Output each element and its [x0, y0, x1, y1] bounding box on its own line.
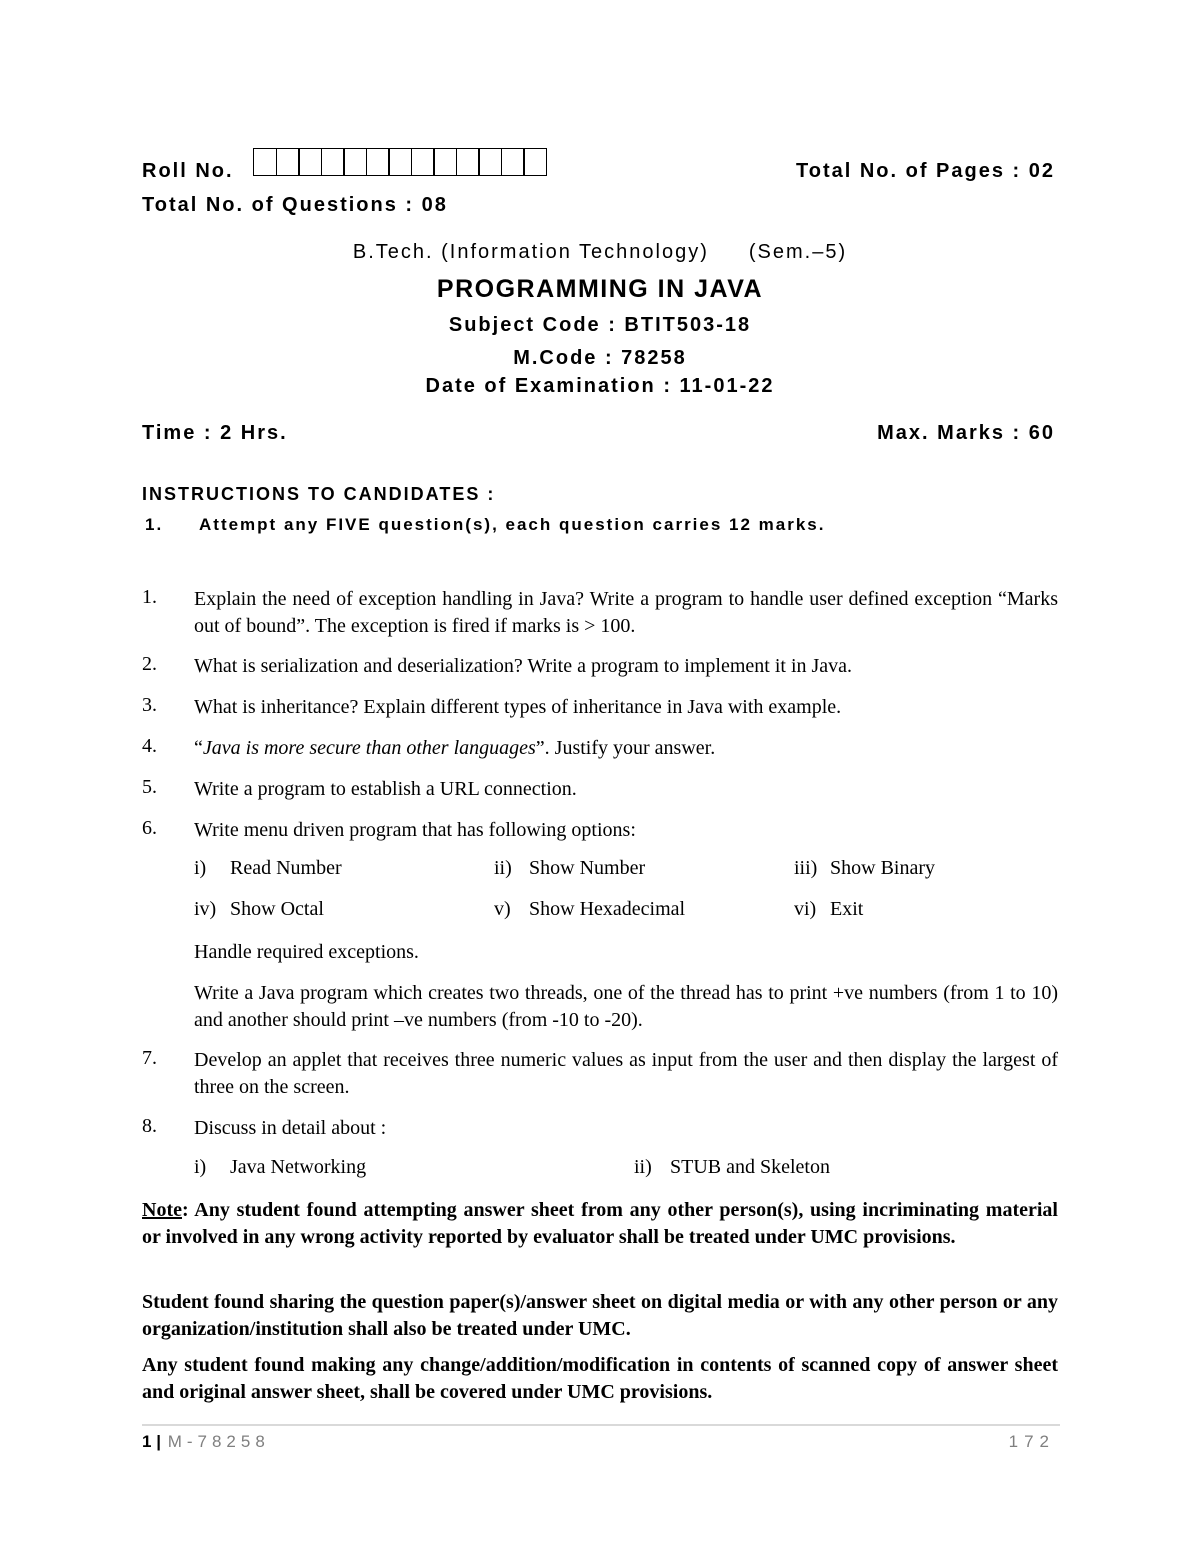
option-number: i)	[194, 1156, 207, 1178]
question-2-number: 2.	[142, 653, 157, 675]
option-label: STUB and Skeleton	[670, 1156, 830, 1178]
semester: (Sem.–5)	[748, 241, 848, 263]
question-7-text: Develop an applet that receives three numeric values as input from the user and then display the largest of three on the screen.	[194, 1049, 1058, 1098]
footer-right-code: 172	[1008, 1432, 1055, 1451]
roll-no-box	[343, 148, 367, 176]
question-6-note: Handle required exceptions.	[194, 941, 419, 963]
note-3: Any student found making any change/addition/modification in contents of scanned copy of answer sheet and original answer sheet, shall be covered under UMC provisions.	[142, 1354, 1058, 1403]
exam-time: Time : 2 Hrs.	[142, 422, 288, 444]
quoted-statement: Java is more secure than other languages	[202, 737, 536, 759]
roll-no-box	[253, 148, 277, 176]
question-1-number: 1.	[142, 586, 157, 608]
footer-divider	[142, 1424, 1060, 1426]
question-7-number: 7.	[142, 1047, 157, 1069]
roll-no-box	[478, 148, 502, 176]
question-4-rest: ”. Justify your answer.	[535, 737, 716, 759]
question-6-extra: Write a Java program which creates two threads, one of the thread has to print +ve numbers (from 1 to 10) and another should print –ve numbers (from -10 to -20).	[194, 982, 1058, 1031]
footer-left	[142, 1432, 270, 1452]
option-label: Show Octal	[230, 898, 324, 920]
question-8-number: 8.	[142, 1115, 157, 1137]
open-quote: “	[194, 737, 203, 759]
question-5-number: 5.	[142, 776, 157, 798]
roll-no-box	[388, 148, 412, 176]
roll-no-box	[321, 148, 345, 176]
roll-no-box	[501, 148, 525, 176]
option-number: ii)	[494, 857, 512, 879]
roll-no-label: Roll No.	[142, 160, 234, 182]
option-label: Exit	[830, 898, 864, 920]
course-name: B.Tech. (Information Technology)	[352, 241, 709, 263]
option-number: ii)	[634, 1156, 652, 1178]
footer-code: M-78258	[167, 1432, 270, 1451]
instruction-number: 1.	[145, 515, 164, 534]
roll-no-box	[456, 148, 480, 176]
note-2: Student found sharing the question paper(s)/answer sheet on digital media or with any other person or any organization/institution shall also be treated under UMC.	[142, 1291, 1058, 1340]
question-6-number: 6.	[142, 817, 157, 839]
roll-no-box	[523, 148, 547, 176]
course-line	[0, 241, 1200, 264]
option-label: Java Networking	[230, 1156, 367, 1178]
m-code: M.Code : 78258	[513, 347, 687, 369]
roll-no-box	[298, 148, 322, 176]
exam-date: Date of Examination : 11-01-22	[425, 375, 775, 397]
option-number: i)	[194, 857, 207, 879]
note-label: Note	[142, 1199, 182, 1221]
option-label: Read Number	[230, 857, 342, 879]
footer-separator: |	[156, 1432, 161, 1451]
note-1-text: : Any student found attempting answer sheet from any other person(s), using incriminating material or involved in any wrong activity reported by evaluator shall be treated under UMC provisions.	[142, 1199, 1058, 1248]
roll-no-box	[276, 148, 300, 176]
subject-title: PROGRAMMING IN JAVA	[436, 275, 764, 303]
page-number: 1	[142, 1432, 152, 1451]
option-label: Show Binary	[830, 857, 935, 879]
instruction-text: Attempt any FIVE question(s), each question carries 12 marks.	[199, 515, 826, 534]
option-number: v)	[494, 898, 511, 920]
question-5-text: Write a program to establish a URL connection.	[194, 778, 577, 800]
max-marks: Max. Marks : 60	[877, 422, 1055, 444]
total-questions: Total No. of Questions : 08	[142, 194, 448, 216]
question-4-text	[194, 735, 1058, 762]
question-2-text: What is serialization and deserialization? Write a program to implement it in Java.	[194, 655, 853, 677]
note-1	[142, 1197, 1058, 1251]
roll-no-boxes	[253, 148, 546, 176]
subject-code: Subject Code : BTIT503-18	[448, 314, 752, 336]
option-number: iii)	[794, 857, 818, 879]
instructions-heading: INSTRUCTIONS TO CANDIDATES :	[142, 484, 496, 504]
question-3-text: What is inheritance? Explain different types of inheritance in Java with example.	[194, 696, 842, 718]
option-label: Show Number	[529, 857, 646, 879]
option-label: Show Hexadecimal	[529, 898, 686, 920]
question-1-text: Explain the need of exception handling in Java? Write a program to handle user defined exception “Marks out of bound”. The exception is fired if marks is > 100.	[194, 588, 1058, 637]
question-4-number: 4.	[142, 735, 157, 757]
question-6-text: Write menu driven program that has following options:	[194, 819, 636, 841]
roll-no-box	[433, 148, 457, 176]
question-3-number: 3.	[142, 694, 157, 716]
option-number: iv)	[194, 898, 217, 920]
roll-no-box	[366, 148, 390, 176]
option-number: vi)	[794, 898, 817, 920]
total-pages: Total No. of Pages : 02	[796, 160, 1055, 182]
roll-no-box	[411, 148, 435, 176]
question-8-text: Discuss in detail about :	[194, 1117, 387, 1139]
